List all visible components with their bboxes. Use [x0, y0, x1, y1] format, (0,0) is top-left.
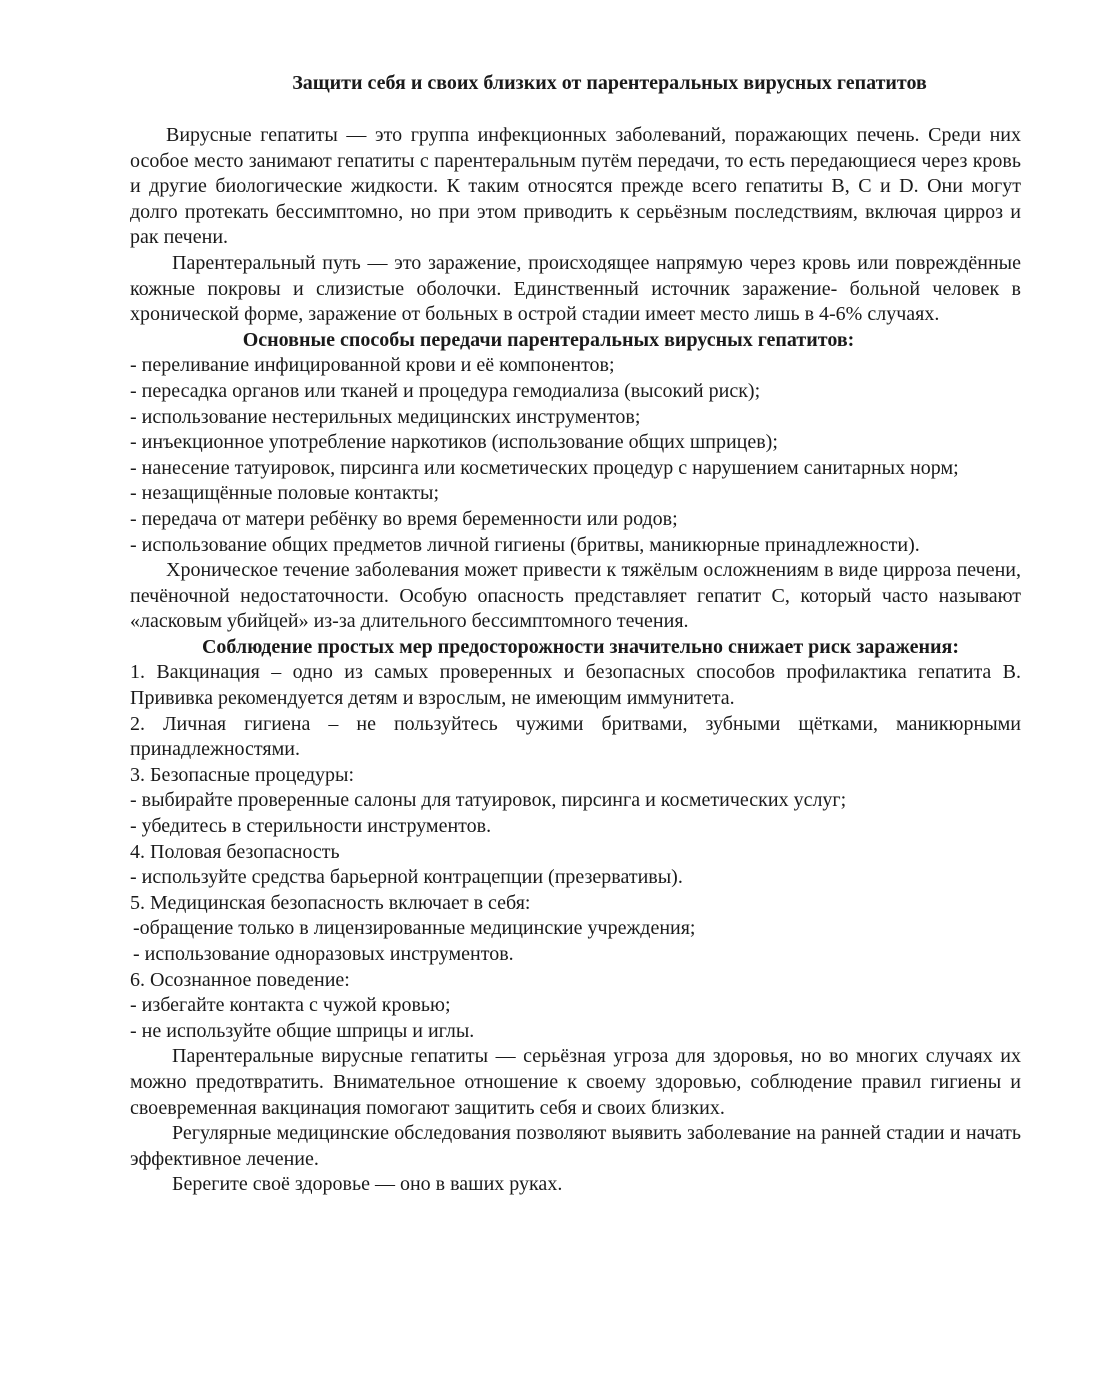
intro-section [130, 123, 1021, 328]
transmission-list [130, 353, 1021, 558]
closing-paragraph: Парентеральные вирусные гепатиты — серьёзная угроза для здоровья, но во многих случаях их можно предотвратить. Внимательное отношение к своему здоровью, соблюдение правил гигиены и своевременная вакцинация помогают защитить себя и своих близких. [130, 1045, 1021, 1119]
list-item: 4. Половая безопасность [130, 840, 340, 863]
list-item: - выбирайте проверенные салоны для татуировок, пирсинга и косметических услуг; [130, 789, 847, 812]
list-item: 2. Личная гигиена – не пользуйтесь чужими бритвами, зубными щётками, маникюрными принадлежностями. [130, 712, 1021, 761]
chronic-paragraph: Хроническое течение заболевания может привести к тяжёлым осложнениям в виде цирроза печени, печёночной недостаточности. Особую опасность представляет гепатит С, который часто называют «ласковым убийцей» из-за длительного бессимптомного течения. [130, 559, 1021, 633]
list-item: - убедитесь в стерильности инструментов. [130, 815, 492, 838]
transmission-heading: Основные способы передачи парентеральных вирусных гепатитов: [242, 328, 855, 351]
list-item: - инъекционное употребление наркотиков (использование общих шприцев); [130, 431, 778, 454]
list-item: - нанесение татуировок, пирсинга или косметических процедур с нарушением санитарных норм; [130, 456, 959, 479]
list-item: - пересадка органов или тканей и процедура гемодиализа (высокий риск); [130, 379, 761, 402]
list-item: 1. Вакцинация – одно из самых проверенных и безопасных способов профилактика гепатита В. Прививка рекомендуется детям и взрослым, не имеющим иммунитета. [130, 661, 1021, 710]
closing-section [130, 1044, 1021, 1198]
prevention-list [130, 660, 1021, 1044]
document-title: Защити себя и своих близких от парентеральных вирусных гепатитов [292, 72, 927, 94]
list-item: 6. Осознанное поведение: [130, 968, 350, 991]
list-item: - избегайте контакта с чужой кровью; [130, 994, 451, 1017]
list-item: - незащищённые половые контакты; [130, 482, 439, 505]
list-item: - переливание инфицированной крови и её компонентов; [130, 354, 615, 377]
list-item: -обращение только в лицензированные медицинские учреждения; [133, 917, 696, 940]
list-item: 3. Безопасные процедуры: [130, 763, 355, 786]
intro-paragraph: Вирусные гепатиты — это группа инфекционных заболеваний, поражающих печень. Среди них особое место занимают гепатиты с парентеральным путём передачи, то есть передающиеся через кровь и другие биологические жидкости. К таким относятся прежде всего гепатиты B, C и D. Они могут долго протекать бессимптомно, но при этом приводить к серьёзным последствиям, включая цирроз и рак печени. [130, 124, 1021, 249]
intro-paragraph: Парентеральный путь — это заражение, происходящее напрямую через кровь или повреждённые кожные покровы и слизистые оболочки. Единственный источник заражение- больной человек в хронической форме, заражение от больных в острой стадии имеет место лишь в 4-6% случаях. [130, 251, 1021, 326]
closing-paragraph: Берегите своё здоровье — оно в ваших руках. [172, 1173, 563, 1196]
closing-paragraph: Регулярные медицинские обследования позволяют выявить заболевание на ранней стадии и начать эффективное лечение. [130, 1122, 1021, 1170]
list-item: 5. Медицинская безопасность включает в себя: [130, 891, 531, 914]
document-body [130, 70, 1021, 1198]
list-item: - используйте средства барьерной контрацепции (презервативы). [130, 866, 683, 889]
prevention-heading: Соблюдение простых мер предосторожности значительно снижает риск заражения: [201, 635, 960, 658]
list-item: - использование одноразовых инструментов. [133, 943, 514, 965]
list-item: - передача от матери ребёнку во время беременности или родов; [130, 507, 678, 530]
list-item: - не используйте общие шприцы и иглы. [130, 1019, 475, 1042]
list-item: - использование общих предметов личной гигиены (бритвы, маникюрные принадлежности). [130, 533, 920, 556]
list-item: - использование нестерильных медицинских инструментов; [130, 405, 641, 428]
